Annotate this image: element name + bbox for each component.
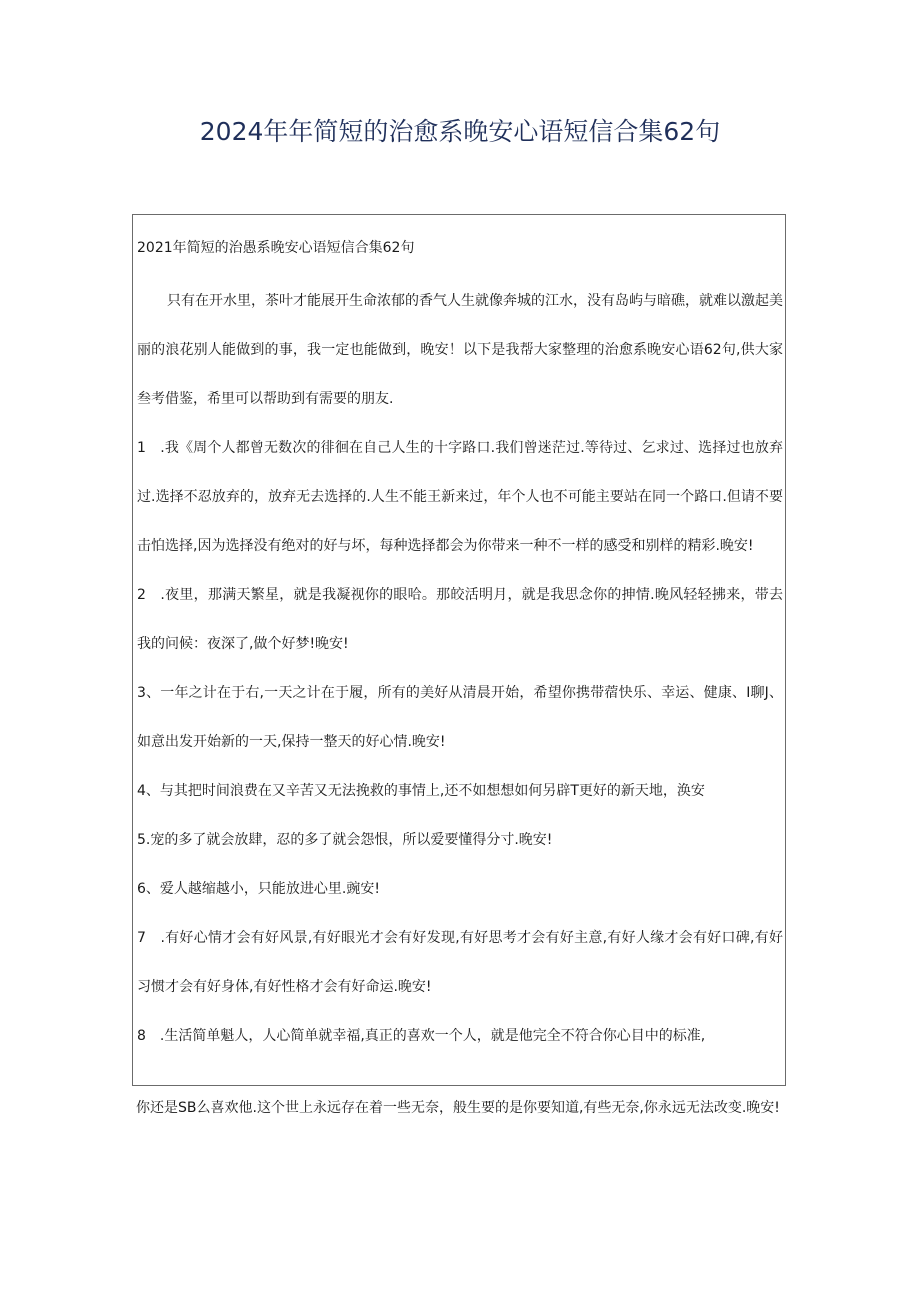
intro-paragraph: 只有在开水里，茶叶才能展开生命浓郁的香气人生就像奔城的江水，没有岛屿与暗礁，就难以激起美丽的浪花别人能做到的事，我一定也能做到，晚安！以下是我帮大家整理的治愈系晚安心语62句,供大家叁考借鉴，希里可以帮助到有需要的朋友.: [137, 293, 783, 407]
list-item-1: 1 .我《周个人都曾无数次的徘徊在自己人生的十字路口.我们曾迷茫过.等待过、乞求过、选择过也放弃过.选择不忍放弃的，放弃无去选择的.人生不能王新来过，年个人也不可能主要站在同一个路口.但请不要击怕选择,因为选择没有绝对的好与坏，每种选择都会为你带来一种不一样的感受和别样的精彩.晚安!: [137, 440, 783, 554]
content-box: [132, 214, 786, 1086]
list-item-2: 2 .夜里，那满天繁星，就是我凝视你的眼哈。那皎活明月，就是我思念你的抻情.晚风轻轻拂来，带去我的问候：夜深了,做个好梦!晚安!: [137, 587, 783, 652]
list-item-3: 3、一年之计在于右,一天之计在于履，所有的美好从清晨开始，希望你携带蓿快乐、幸运、健康、I聊J、如意出发开始新的一天,保持一整天的好心情.晚安!: [137, 685, 783, 750]
document-subtitle: 2021年简短的治愚系晚安心语短信合集62句: [137, 240, 415, 256]
list-item-8: 8 .生活简单魁人，人心简单就幸福,真正的喜欢一个人，就是他完全不符合你心目中的标准,: [137, 1028, 706, 1044]
document-title: 2024年年简短的治愈系晚安心语短信合集62句: [199, 117, 721, 146]
continuation-paragraph: 你还是SB么喜欢他.这个世上永远存在着一些无奈，般生要的是你要知道,有些无奈,你永远无法改变.晚安!: [136, 1100, 780, 1116]
list-item-5: 5.宠的多了就会放肆，忍的多了就会怨恨，所以爱要懂得分寸.晚安!: [137, 832, 553, 848]
content-body: [137, 233, 783, 1061]
list-item-6: 6、爱人越缩越小，只能放进心里.豌安!: [137, 881, 380, 897]
list-item-7: 7 .有好心情才会有好风景,有好眼光才会有好发现,有好思考才会有好主意,有好人缘才会有好口碑,有好习惯才会有好身体,有好性格才会有好命运.晚安!: [137, 930, 783, 995]
list-item-4: 4、与其把时间浪费在又辛苦又无法挽救的事情上,还不如想想如何另辟T更好的新天地，涣安: [137, 783, 705, 799]
